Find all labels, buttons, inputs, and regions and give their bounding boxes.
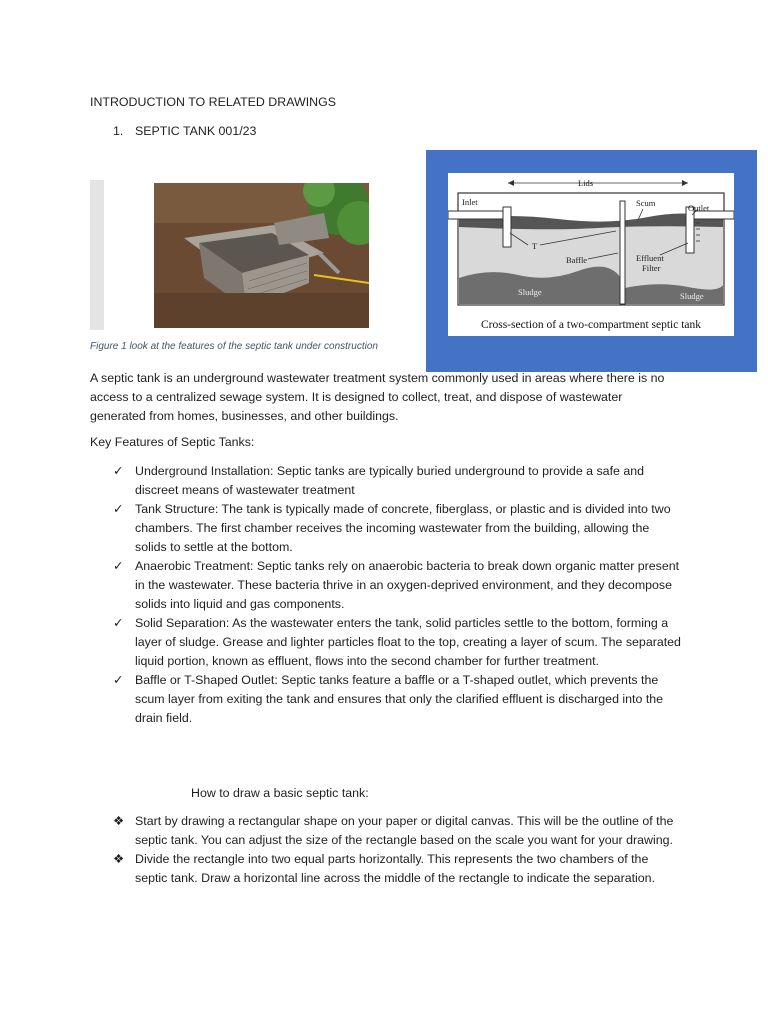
label-scum: Scum	[636, 198, 656, 208]
checkmark-icon: ✓	[113, 616, 124, 630]
checkmark-icon: ✓	[113, 502, 124, 516]
label-inlet: Inlet	[462, 197, 478, 207]
label-outlet: Outlet	[688, 203, 710, 213]
checkmark-icon: ✓	[113, 464, 124, 478]
photo-side-bar	[90, 180, 104, 330]
diamond-bullet-icon: ❖	[113, 852, 125, 866]
checkmark-icon: ✓	[113, 559, 124, 573]
list-item: ✓ Tank Structure: The tank is typically made of concrete, fiberglass, or plastic and is divided into two chambers. The first chamber receives the incoming wastewater from the building, allowing the solids to settle at the bottom.	[113, 502, 671, 554]
key-features-title: Key Features of Septic Tanks:	[90, 435, 255, 449]
label-effluent: Effluent	[636, 253, 664, 263]
label-t: T	[532, 241, 538, 251]
list-item: ❖ Divide the rectangle into two equal parts horizontally. This represents the two chambers of the septic tank. Draw a horizontal line across the middle of the rectangle to indicate the separation.	[113, 852, 656, 885]
section-title: SEPTIC TANK 001/23	[135, 124, 257, 138]
page-heading: INTRODUCTION TO RELATED DRAWINGS	[90, 95, 336, 109]
septic-tank-construction-photo	[154, 183, 369, 328]
label-filter: Filter	[642, 263, 661, 273]
section-number: 1.	[113, 124, 124, 138]
diagram-caption: Cross-section of a two-compartment septic tank	[480, 319, 702, 331]
septic-tank-cross-section-diagram	[448, 173, 734, 336]
figure-caption: Figure 1 look at the features of the septic tank under construction	[90, 341, 378, 352]
label-sludge-right: Sludge	[680, 291, 704, 301]
label-sludge-left: Sludge	[518, 287, 542, 297]
list-item: ✓ Underground Installation: Septic tanks are typically buried underground to provide a safe and discreet means of wastewater treatment	[113, 464, 645, 497]
list-item: ✓ Solid Separation: As the wastewater enters the tank, solid particles settle to the bottom, forming a layer of sludge. Grease and lighter particles float to the top, creating a layer of scum. The separated liquid portion, known as effluent, flows into the second chamber for further treatment.	[113, 616, 681, 668]
list-item: ❖ Start by drawing a rectangular shape on your paper or digital canvas. This will be the outline of the septic tank. You can adjust the size of the rectangle based on the scale you want for your drawing.	[113, 814, 674, 847]
list-item: ✓ Anaerobic Treatment: Septic tanks rely on anaerobic bacteria to break down organic matter present in the wastewater. These bacteria thrive in an oxygen-deprived environment, and they decompose solids into liquid and gas components.	[113, 559, 680, 611]
key-features-list	[113, 462, 683, 728]
label-lids: Lids	[578, 178, 594, 188]
checkmark-icon: ✓	[113, 673, 124, 687]
howto-steps-list	[113, 812, 683, 888]
intro-paragraph: A septic tank is an underground wastewater treatment system commonly used in areas where there is no access to a centralized sewage system. It is designed to collect, treat, and dispose of wastewater generated from homes, businesses, and other buildings.	[90, 371, 665, 423]
howto-title: How to draw a basic septic tank:	[191, 786, 369, 800]
diamond-bullet-icon: ❖	[113, 814, 125, 828]
list-item: ✓ Baffle or T-Shaped Outlet: Septic tanks feature a baffle or a T-shaped outlet, which prevents the scum layer from exiting the tank and ensures that only the clarified effluent is discharged into the drain field.	[113, 673, 664, 725]
label-baffle: Baffle	[566, 255, 588, 265]
